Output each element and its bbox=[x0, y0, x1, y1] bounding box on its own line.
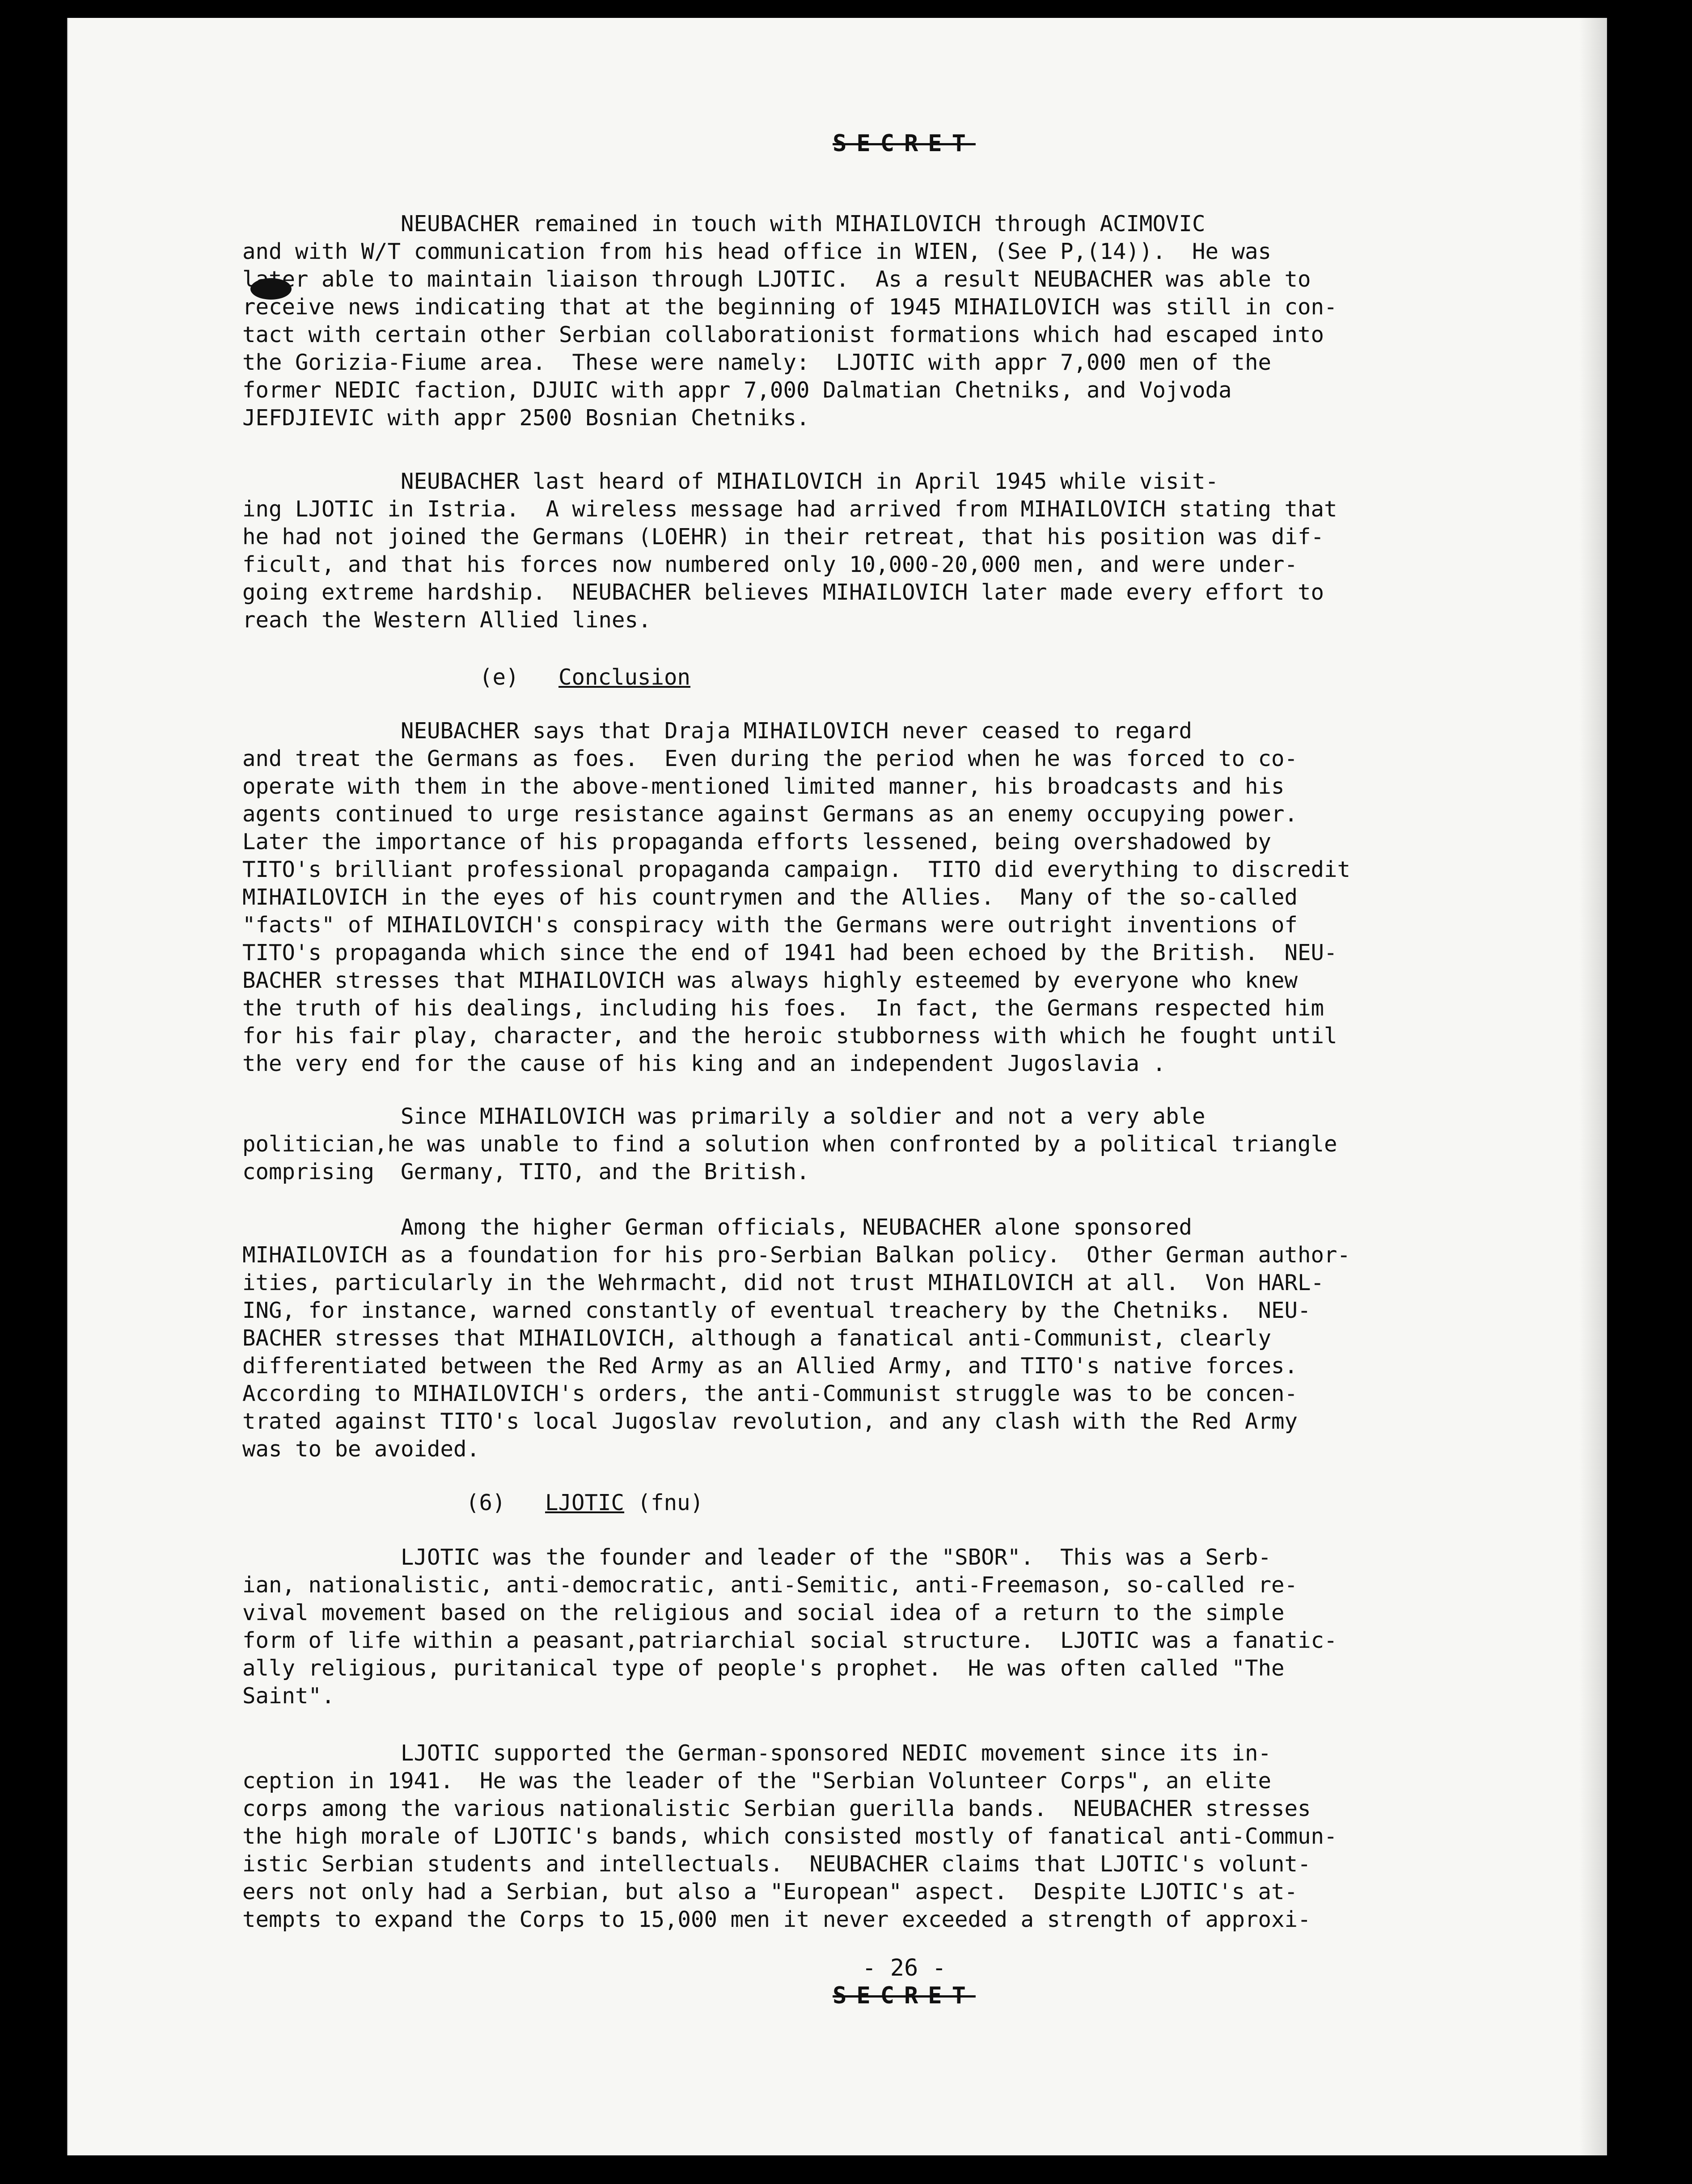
text-line: agents continued to urge resistance against Germans as an enemy occupying power. bbox=[242, 801, 1298, 827]
text-line: eers not only had a Serbian, but also a "European" aspect. Despite LJOTIC's at- bbox=[242, 1879, 1298, 1905]
text-line: trated against TITO's local Jugoslav revolution, and any clash with the Red Army bbox=[242, 1409, 1298, 1434]
text-line: for his fair play, character, and the heroic stubborness with which he fought until bbox=[242, 1023, 1337, 1049]
text-line: the truth of his dealings, including his foes. In fact, the Germans respected him bbox=[242, 995, 1324, 1021]
text-line: corps among the various nationalistic Serbian guerilla bands. NEUBACHER stresses bbox=[242, 1796, 1311, 1821]
text-line: ING, for instance, warned constantly of eventual treachery by the Chetniks. NEU- bbox=[242, 1298, 1311, 1323]
text-line: ficult, and that his forces now numbered only 10,000-20,000 men, and were under- bbox=[242, 552, 1298, 577]
heading-suffix: (fnu) bbox=[637, 1490, 704, 1515]
text-line: former NEDIC faction, DJUIC with appr 7,000 Dalmatian Chetniks, and Vojvoda bbox=[242, 377, 1232, 403]
text-line: tempts to expand the Corps to 15,000 men it never exceeded a strength of approxi- bbox=[242, 1907, 1311, 1932]
text-line: comprising Germany, TITO, and the British. bbox=[242, 1159, 810, 1185]
paragraph-3 bbox=[242, 717, 1566, 1078]
text-line: Later the importance of his propaganda efforts lessened, being overshadowed by bbox=[242, 829, 1272, 855]
text-line: NEUBACHER says that Draja MIHAILOVICH never ceased to regard bbox=[242, 718, 1193, 744]
header-classification: SECRET bbox=[833, 130, 976, 157]
text-line: Among the higher German officials, NEUBACHER alone sponsored bbox=[242, 1215, 1193, 1240]
text-line: BACHER stresses that MIHAILOVICH, although a fanatical anti-Communist, clearly bbox=[242, 1325, 1272, 1351]
page-edge-shadow bbox=[1579, 18, 1606, 2155]
text-line: JEFDJIEVIC with appr 2500 Bosnian Chetniks. bbox=[242, 405, 810, 431]
paragraph-1 bbox=[242, 210, 1566, 432]
text-line: "facts" of MIHAILOVICH's conspiracy with the Germans were outright inventions of bbox=[242, 912, 1298, 938]
text-line: According to MIHAILOVICH's orders, the anti-Communist struggle was to be concen- bbox=[242, 1381, 1298, 1406]
text-line: TITO's brilliant professional propaganda campaign. TITO did everything to discredit bbox=[242, 857, 1351, 882]
text-line: ception in 1941. He was the leader of the "Serbian Volunteer Corps", an elite bbox=[242, 1768, 1272, 1794]
text-line: MIHAILOVICH as a foundation for his pro-Serbian Balkan policy. Other German author- bbox=[242, 1242, 1351, 1268]
text-line: BACHER stresses that MIHAILOVICH was always highly esteemed by everyone who knew bbox=[242, 968, 1298, 993]
text-line: operate with them in the above-mentioned limited manner, his broadcasts and his bbox=[242, 774, 1285, 799]
text-line: Saint". bbox=[242, 1683, 335, 1709]
text-line: vival movement based on the religious and social idea of a return to the simple bbox=[242, 1600, 1285, 1625]
text-line: LJOTIC supported the German-sponsored NEDIC movement since its in- bbox=[242, 1740, 1272, 1766]
text-line: ian, nationalistic, anti-democratic, anti-Semitic, anti-Freemason, so-called re- bbox=[242, 1572, 1298, 1598]
section-heading-ljotic bbox=[466, 1489, 703, 1517]
paragraph-2 bbox=[242, 468, 1566, 634]
text-line: the Gorizia-Fiume area. These were namely: LJOTIC with appr 7,000 men of the bbox=[242, 350, 1272, 375]
page-body bbox=[242, 18, 1566, 2155]
text-line: ities, particularly in the Wehrmacht, did not trust MIHAILOVICH at all. Von HARL- bbox=[242, 1270, 1324, 1295]
text-line: istic Serbian students and intellectuals. NEUBACHER claims that LJOTIC's volunt- bbox=[242, 1851, 1311, 1877]
text-line: MIHAILOVICH in the eyes of his countrymen and the Allies. Many of the so-called bbox=[242, 885, 1298, 910]
text-line: he had not joined the Germans (LOEHR) in their retreat, that his position was dif- bbox=[242, 524, 1324, 550]
text-line: tact with certain other Serbian collaborationist formations which had escaped into bbox=[242, 322, 1324, 347]
text-line: going extreme hardship. NEUBACHER believes MIHAILOVICH later made every effort to bbox=[242, 580, 1324, 605]
text-line: the very end for the cause of his king and an independent Jugoslavia . bbox=[242, 1051, 1166, 1076]
heading-label: Conclusion bbox=[558, 665, 691, 690]
page-number: - 26 - bbox=[862, 1955, 946, 1981]
text-line: NEUBACHER last heard of MIHAILOVICH in April 1945 while visit- bbox=[242, 469, 1219, 494]
text-line: and with W/T communication from his head office in WIEN, (See P,(14)). He was bbox=[242, 239, 1272, 264]
text-line: form of life within a peasant,patriarchial social structure. LJOTIC was a fanatic- bbox=[242, 1628, 1337, 1653]
text-line: politician,he was unable to find a solution when confronted by a political triangle bbox=[242, 1131, 1337, 1157]
paragraph-5 bbox=[242, 1214, 1566, 1463]
paragraph-4 bbox=[242, 1103, 1566, 1186]
text-line: TITO's propaganda which since the end of 1941 had been echoed by the British. NEU- bbox=[242, 940, 1337, 965]
text-line: and treat the Germans as foes. Even during the period when he was forced to co- bbox=[242, 746, 1298, 771]
text-line: Since MIHAILOVICH was primarily a soldier and not a very able bbox=[242, 1104, 1206, 1129]
text-line: reach the Western Allied lines. bbox=[242, 607, 651, 633]
text-line: the high morale of LJOTIC's bands, which consisted mostly of fanatical anti-Commun- bbox=[242, 1824, 1337, 1849]
text-line: NEUBACHER remained in touch with MIHAILOVICH through ACIMOVIC bbox=[242, 211, 1206, 237]
footer-classification: SECRET bbox=[833, 1982, 976, 2009]
text-line: later able to maintain liaison through LJOTIC. As a result NEUBACHER was able to bbox=[242, 267, 1311, 292]
text-line: differentiated between the Red Army as an Allied Army, and TITO's native forces. bbox=[242, 1353, 1298, 1379]
heading-number: (e) bbox=[479, 665, 519, 690]
text-line: was to be avoided. bbox=[242, 1436, 480, 1462]
text-line: ing LJOTIC in Istria. A wireless message had arrived from MIHAILOVICH stating that bbox=[242, 496, 1337, 522]
text-line: LJOTIC was the founder and leader of the "SBOR". This was a Serb- bbox=[242, 1545, 1272, 1570]
paragraph-7 bbox=[242, 1740, 1566, 1934]
heading-label: LJOTIC bbox=[545, 1490, 625, 1515]
document-page bbox=[67, 18, 1607, 2155]
text-line: receive news indicating that at the beginning of 1945 MIHAILOVICH was still in con- bbox=[242, 294, 1337, 320]
section-heading-conclusion bbox=[479, 664, 690, 691]
heading-number: (6) bbox=[466, 1490, 506, 1515]
paragraph-6 bbox=[242, 1544, 1566, 1710]
text-line: ally religious, puritanical type of people's prophet. He was often called "The bbox=[242, 1655, 1285, 1681]
